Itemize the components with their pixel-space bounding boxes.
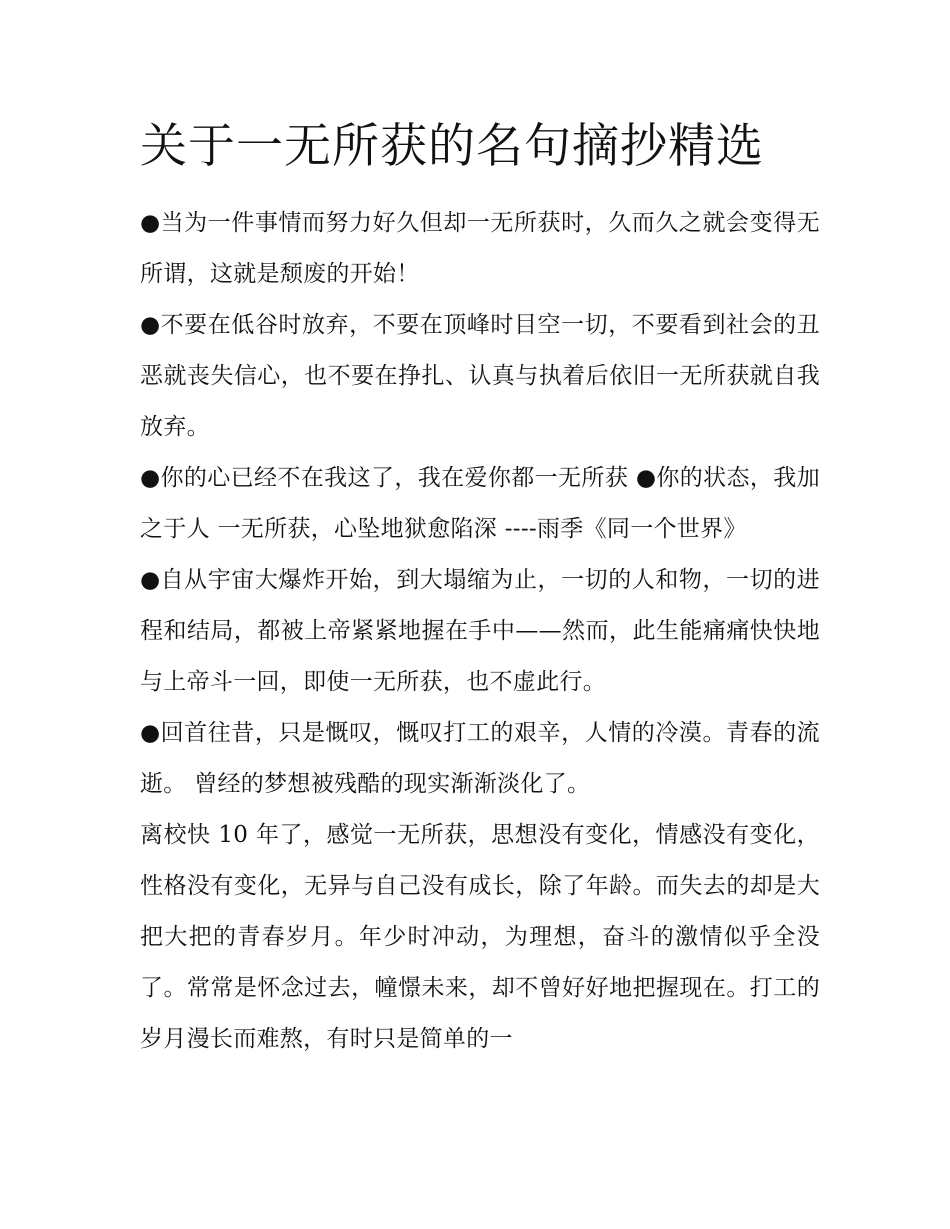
quote-paragraph: ●当为一件事情而努力好久但却一无所获时，久而久之就会变得无所谓，这就是颓废的开始！ [140,210,820,287]
document-title: 关于一无所获的名句摘抄精选 [140,119,764,174]
quote-paragraph: ●回首往昔，只是慨叹，慨叹打工的艰辛，人情的冷漠。青春的流逝。 曾经的梦想被残酷的现实渐渐淡化了。 [140,720,820,797]
quote-paragraph: ●不要在低谷时放弃，不要在顶峰时目空一切，不要看到社会的丑恶就丧失信心，也不要在挣扎、认真与执着后依旧一无所获就自我放弃。 [140,312,820,440]
body-paragraph: 离校快 10 年了，感觉一无所获，思想没有变化，情感没有变化，性格没有变化，无异与自己没有成长，除了年龄。而失去的却是大把大把的青春岁月。年少时冲动，为理想，奋斗的激情似乎全没了。常常是怀念过去，幢憬未来，却不曾好好地把握现在。打工的岁月漫长而难熬，有时只是简单的一 [140,822,820,1052]
quote-paragraph: ●自从宇宙大爆炸开始，到大塌缩为止，一切的人和物，一切的进程和结局，都被上帝紧紧地握在手中——然而，此生能痛痛快快地与上帝斗一回，即使一无所获，也不虚此行。 [140,567,820,695]
quote-paragraph: ●你的心已经不在我这了，我在爱你都一无所获 ●你的状态，我加之于人 一无所获，心坠地狱愈陷深 ----雨季《同一个世界》 [140,465,820,542]
document-page [140,112,820,1065]
